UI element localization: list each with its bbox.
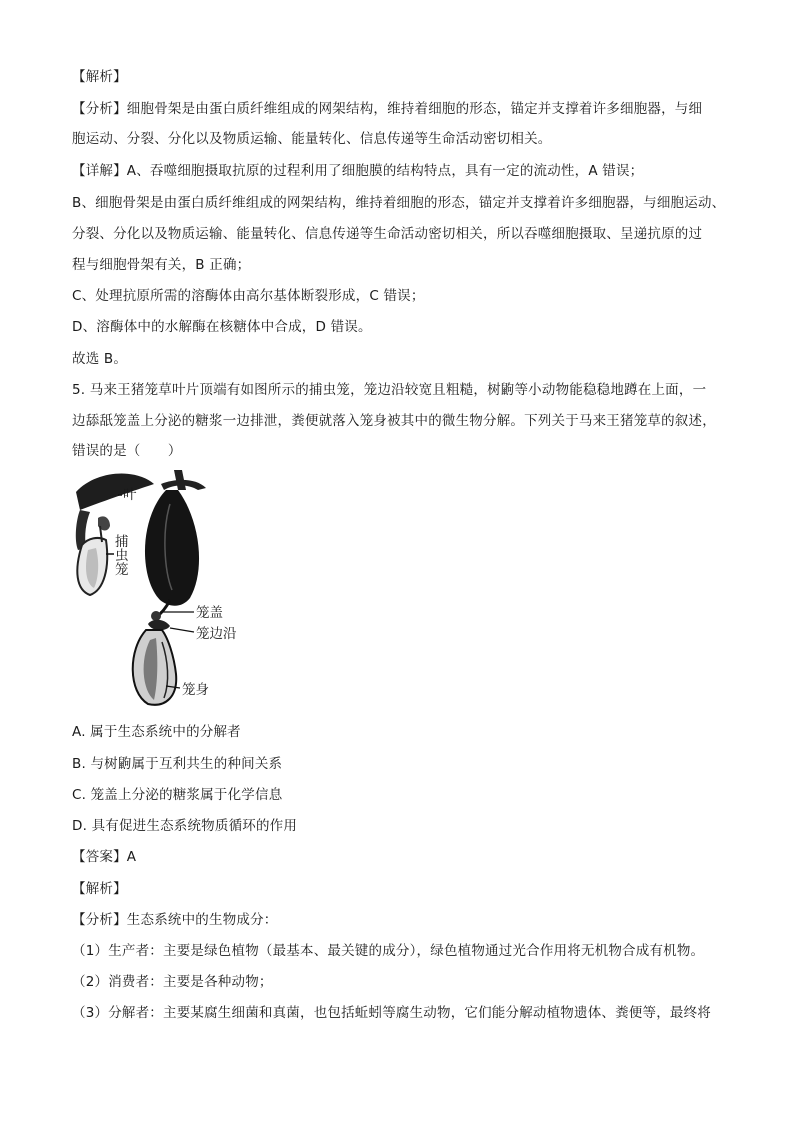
text-line: B、细胞骨架是由蛋白质纤维组成的网架结构，维持着细胞的形态，锚定并支撑着许多细胞器，与细胞运动、 (72, 195, 726, 211)
option-c: C. 笼盖上分泌的糖浆属于化学信息 (72, 787, 283, 803)
text-line: C、处理抗原所需的溶酶体由高尔基体断裂形成，C 错误； (72, 288, 425, 304)
label-rim: 笼边沿 (196, 626, 237, 642)
answer-choice-line: 故选 B。 (72, 351, 128, 367)
text-line: 胞运动、分裂、分化以及物质运输、能量转化、信息传递等生命活动密切相关。 (72, 131, 552, 147)
section-heading-analysis: 【解析】 (72, 881, 127, 897)
section-heading-analysis: 【解析】 (72, 69, 127, 85)
option-d: D. 具有促进生态系统物质循环的作用 (72, 818, 298, 834)
option-b: B. 与树鼩属于互利共生的种间关系 (72, 756, 283, 772)
label-lid: 笼盖 (196, 605, 223, 621)
text-line: （2）消费者：主要是各种动物； (72, 974, 273, 990)
label-leaf: 叶 (123, 487, 137, 503)
text-line: （3）分解者：主要某腐生细菌和真菌，也包括蚯蚓等腐生动物，它们能分解动植物遗体、粪便等，最终将 (72, 1005, 711, 1021)
label-trap-1: 捕 (115, 534, 129, 550)
text-line: 程与细胞骨架有关，B 正确； (72, 257, 251, 273)
option-a: A. 属于生态系统中的分解者 (72, 724, 241, 740)
text-line: 【分析】生态系统中的生物成分： (72, 912, 278, 928)
question-stem: 边舔舐笼盖上分泌的糖浆一边排泄，粪便就落入笼身被其中的微生物分解。下列关于马来王猪笼草的叙述， (72, 413, 716, 429)
label-trap-3: 笼 (115, 562, 129, 578)
text-line: D、溶酶体中的水解酶在核糖体中合成，D 错误。 (72, 319, 372, 335)
question-stem: 错误的是（ ） (72, 443, 182, 459)
text-line: （1）生产者：主要是绿色植物（最基本、最关键的成分），绿色植物通过光合作用将无机物合成有机物。 (72, 943, 705, 959)
answer-line: 【答案】A (72, 849, 137, 865)
label-trap-2: 虫 (115, 548, 129, 564)
text-line: 分裂、分化以及物质运输、能量转化、信息传递等生命活动密切相关，所以吞噬细胞摄取、呈递抗原的过 (72, 226, 703, 242)
pitcher-plant-drawing (66, 460, 266, 710)
text-line: 【详解】A、吞噬细胞摄取抗原的过程利用了细胞膜的结构特点，具有一定的流动性，A 错误； (72, 163, 644, 179)
label-body: 笼身 (182, 682, 209, 698)
pitcher-plant-figure (66, 460, 266, 710)
question-stem: 5. 马来王猪笼草叶片顶端有如图所示的捕虫笼，笼边沿较宽且粗糙，树鼩等小动物能稳稳地蹲在上面，一 (72, 382, 707, 398)
text-line: 【分析】细胞骨架是由蛋白质纤维组成的网架结构，维持着细胞的形态，锚定并支撑着许多细胞器，与细 (72, 101, 703, 117)
